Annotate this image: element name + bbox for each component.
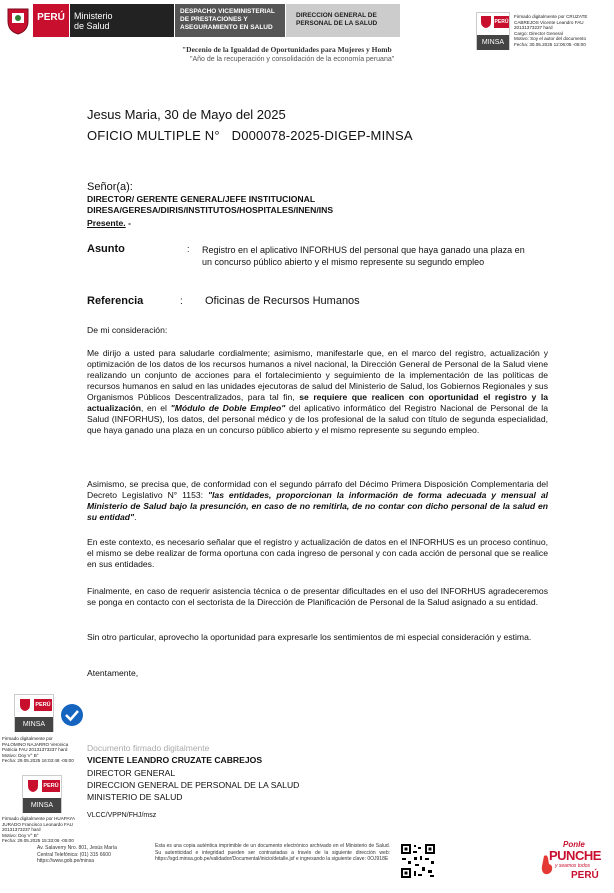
p1-text-b: se requiere que realicen con oportunidad el registro y la actualización — [87, 392, 548, 413]
paragraph-5: Sin otro particular, aprovecho la oportunidad para expresarle los sentimientos de mi especial consideración y estima. — [87, 632, 532, 642]
letter-date: Jesus Maria, 30 de Mayo del 2025 — [87, 107, 286, 122]
footer-verify-text: Esta es una copia auténtica imprimible de un documento electrónico archivado en el Ministerio de Salud. Su autenticidad e integridad pueden ser contrastadas a través de la siguiente dirección web: https://sgd.minsa.gob.pe/validador/Documental/inicio/detalle.jsf e ingresando la siguiente clave: 0OJ918E — [155, 843, 390, 862]
oficio-title — [87, 128, 413, 143]
minsa-label: MINSA — [23, 798, 61, 813]
seamos-label: y seamos todos — [555, 863, 591, 869]
p2-text-b: "las entidades, proporcionan la información de forma adecuada y mensual al Ministerio de Salud bajo la presunción, en caso de no remitirla, de no contar con dicho personal de la salud en su entidad" — [87, 490, 548, 522]
ministry-label: Ministerio de Salud — [70, 4, 174, 37]
ponle-punche-logo — [541, 840, 613, 890]
peru-footer-label: PERÚ — [571, 870, 599, 881]
peru-mini-logo — [479, 15, 493, 29]
peru-mini-logo — [18, 698, 32, 712]
peru-mini-label: PERÚ — [494, 16, 509, 28]
qr-code-icon — [400, 843, 436, 879]
recipient-line-1: DIRECTOR/ GERENTE GENERAL/JEFE INSTITUCIONAL — [87, 194, 316, 204]
verified-check-icon — [60, 703, 84, 727]
hand-icon — [541, 854, 553, 876]
oficio-label: OFICIO MULTIPLE N° — [87, 128, 220, 143]
salutation: Señor(a): — [87, 181, 133, 193]
paragraph-4: Finalmente, en caso de requerir asistencia técnica o de presentar dificultades en el uso del INFORHUS agradeceremos se ponga en contacto con el sectorista de la Dirección de Planificación de Personal de la Salud asignado a su entidad. — [87, 586, 548, 607]
coat-of-arms-icon — [5, 5, 31, 35]
direction-label: DIRECCION GENERAL DE PERSONAL DE LA SALUD — [286, 4, 400, 37]
punche-label: PUNCHE — [549, 848, 601, 863]
referencia-text: Oficinas de Recursos Humanos — [205, 295, 360, 307]
referencia-label: Referencia — [87, 295, 144, 307]
greeting: De mi consideración: — [87, 325, 168, 335]
left-signature-2-text: Firmado digitalmente por HUAPAYA JURADO Francisco Leonardo FAU 20131373237 hard Motivo: Doy V° B° Fecha: 29.05.2025 15:33:06 -05:00 — [2, 816, 76, 843]
peru-mini-label: PERÚ — [34, 699, 52, 711]
left-signature-2 — [2, 775, 92, 850]
asunto-colon: : — [187, 244, 190, 254]
motto-line-1: "Decenio de la Igualdad de Oportunidades para Mujeres y Homb — [182, 45, 392, 54]
signer-title-1: DIRECTOR GENERAL — [87, 768, 176, 778]
minsa-logo — [22, 775, 62, 813]
signed-digitally-label: Documento firmado digitalmente — [87, 743, 210, 753]
left-signature-1-text: Firmado digitalmente por PALOMINO NAJARRO Veronica Patricia FAU 20131373237 hard Motivo: Doy V° B° Fecha: 29.05.2025 16:03:48 -05:00 — [2, 736, 74, 763]
peru-mini-logo — [26, 779, 40, 793]
p1-text-c: , en el — [140, 403, 171, 413]
initials: VLCC/VPPN/FHJ/msz — [87, 812, 157, 819]
paragraph-1 — [87, 348, 548, 436]
top-signature-text: Firmado digitalmente por CRUZATE CABREJOS Vicente Leandro FAU 20131373237 hard Cargo: Director General Motivo: Soy el autor del documento Fecha: 30.05.2025 12:06:05 -05:00 — [514, 14, 588, 47]
p1-text-a: Me dirijo a usted para saludarle cordialmente; asimismo, manifestarle que, en el marco del registro, actualización y optimización de los datos de los recursos humanos a nivel nacional, la Dirección General de Personal de la Salud viene realizando un conjunto de acciones para el fortalecimiento y seguimiento de la implementación de las políticas de recursos humanos en salud en las unidades ejecutoras de salud del Ministerio de Salud, los Gobiernos Regionales y sus Organismos Públicos Descentralizados, para tal fin, — [87, 348, 548, 402]
p1-text-e: del aplicativo informático del Registro Nacional de Personal de la Salud (INFORHUS), los datos, del personal médico y de los profesional de la salud con título de segunda especialidad, que haya ganado una plaza en un concurso público abierto y el mismo represente su segundo empleo. — [87, 403, 548, 435]
presente — [87, 218, 131, 229]
signer-title-3: MINISTERIO DE SALUD — [87, 792, 183, 802]
p1-text-d: "Módulo de Doble Empleo" — [170, 403, 286, 413]
minsa-label: MINSA — [477, 35, 509, 50]
footer-address: Av. Salaverry Nro. 801, Jesús María Central Telefónica: (01) 315 6600 https://www.gob.pe/minsa — [37, 845, 117, 864]
minsa-label: MINSA — [15, 717, 53, 732]
presente-label: Presente. — [87, 218, 126, 228]
minsa-logo — [14, 694, 54, 732]
oficio-number: D000078-2025-DIGEP-MINSA — [231, 128, 413, 143]
peru-label: PERÚ — [33, 4, 69, 37]
vice-ministry-label: DESPACHO VICEMINISTERIAL DE PRESTACIONES Y ASEGURAMIENTO EN SALUD — [175, 4, 285, 37]
paragraph-2 — [87, 479, 548, 523]
asunto-text: Registro en el aplicativo INFORHUS del personal que haya ganado una plaza en un concurso público abierto y el mismo represente su segundo empleo — [202, 245, 525, 267]
recipient-line-2: DIRESA/GERESA/DIRIS/INSTITUTOS/HOSPITALES/INEN/INS — [87, 205, 334, 215]
presente-dash: - — [128, 218, 131, 228]
asunto-label: Asunto — [87, 243, 125, 255]
closing: Atentamente, — [87, 668, 139, 678]
ponle-label: Ponle — [563, 840, 585, 849]
minsa-logo — [476, 12, 510, 50]
motto-line-2: "Año de la recuperación y consolidación de la economía peruana" — [190, 56, 395, 63]
p2-text-c: . — [134, 512, 137, 522]
peru-mini-label: PERÚ — [42, 780, 60, 792]
paragraph-3: En este contexto, es necesario señalar que el registro y actualización de datos en el INFORHUS es un proceso continuo, el mismo se debe realizar de forma oportuna con cada ingreso de personal y con cada acción de personal que se realice en sus entidades. — [87, 537, 548, 569]
referencia-colon: : — [180, 296, 183, 307]
p2-text-a: Asimismo, se precisa que, de conformidad con el segundo párrafo del Décimo Primera Disposición Complementaria del Decreto Legislativo N° 1153: — [87, 479, 548, 500]
signer-title-2: DIRECCION GENERAL DE PERSONAL DE LA SALUD — [87, 780, 300, 790]
left-signature-1 — [2, 694, 92, 769]
signer-name: VICENTE LEANDRO CRUZATE CABREJOS — [87, 755, 263, 765]
top-signature-stamp — [476, 12, 611, 52]
